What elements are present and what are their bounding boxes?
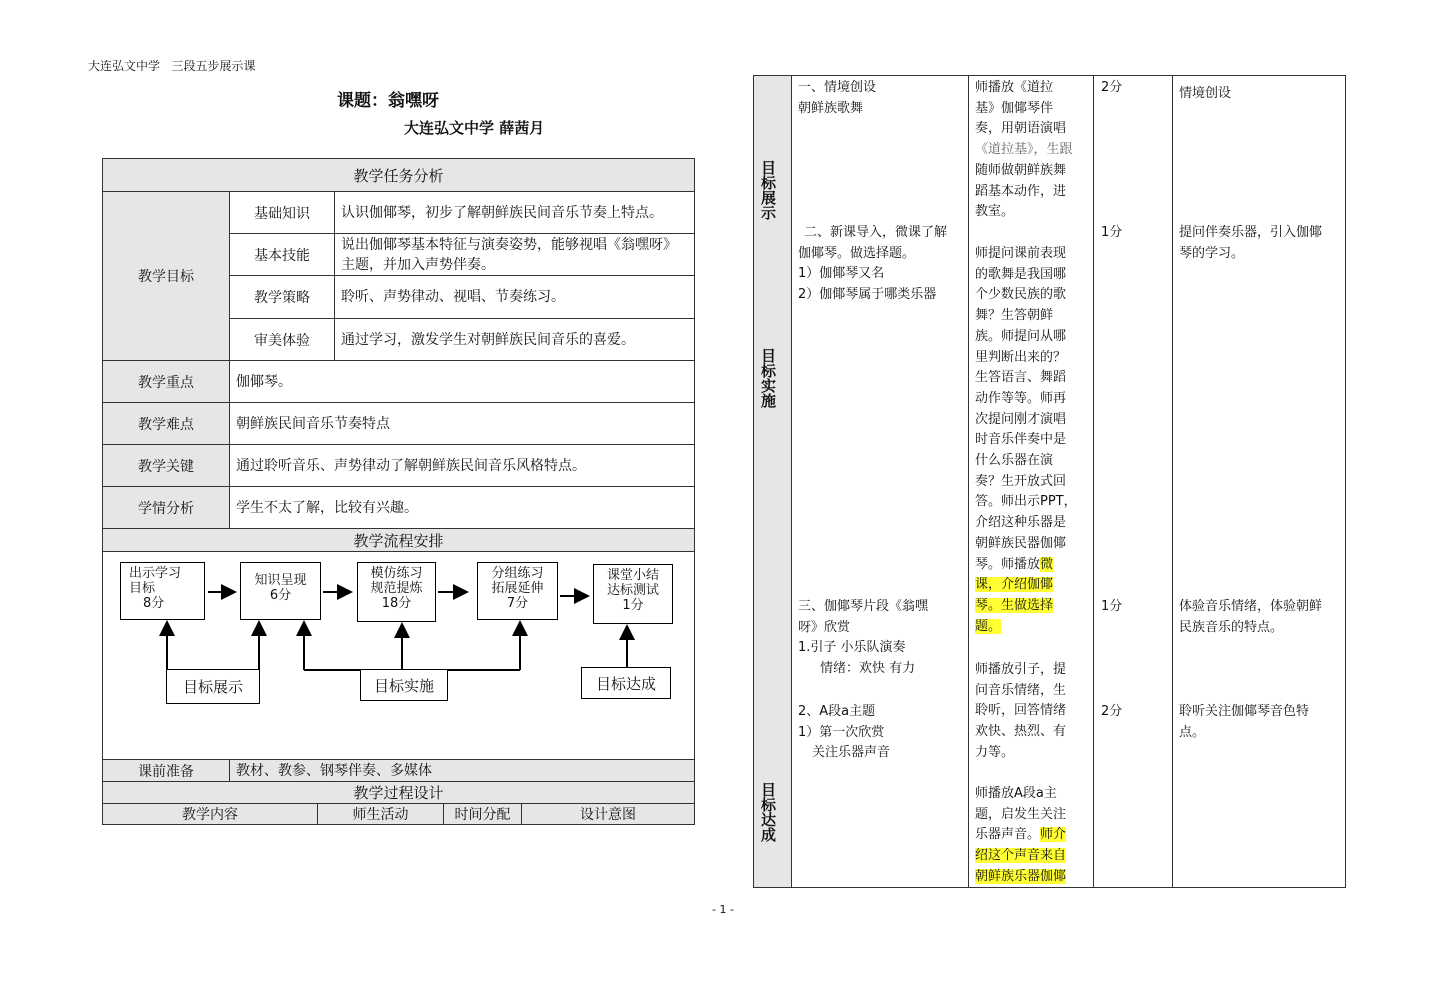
stage-show: 目标展示 (759, 160, 777, 220)
flow-target-achieve: 目标达成 (581, 667, 671, 699)
col-time: 时间分配 (443, 803, 522, 825)
goal-aesthetic-text: 通过学习，激发学生对朝鲜族民间音乐的喜爱。 (334, 318, 695, 361)
stage-implement: 目标实施 (759, 348, 777, 408)
difficulty-text: 朝鲜族民间音乐节奏特点 (229, 402, 695, 445)
student-analysis-label: 学情分析 (102, 486, 230, 529)
col-intent: 设计意图 (521, 803, 695, 825)
difficulty-label: 教学难点 (102, 402, 230, 445)
content-section-2: 二、新课导入，微课了解 伽倻琴。做选择题。 1）伽倻琴又名 2）伽倻琴属于哪类乐器 (798, 225, 948, 303)
intent-1: 情境创设 (1179, 86, 1232, 101)
goal-strategy-label: 教学策略 (229, 275, 335, 319)
author: 大连弘文中学 薛茜月 (404, 119, 545, 137)
col-divider-2 (1093, 76, 1094, 887)
key-point-label: 教学重点 (102, 360, 230, 403)
goal-basic-skill-text: 说出伽倻琴基本特征与演奏姿势，能够视唱《翁嘿呀》主题，并加入声势伴奏。 (334, 233, 695, 276)
lesson-plan-table (102, 158, 695, 825)
school-header: 大连弘文中学 三段五步展示课 (88, 59, 256, 73)
page-number: - 1 - (712, 903, 734, 916)
intent-3: 体验音乐情绪，体验朝鲜 民族音乐的特点。 (1179, 599, 1323, 635)
activity-section-4: 师播放A段a主 题，启发生关注 乐器声音。师介 绍这个声音来自 朝鲜族乐器伽倻 (975, 786, 1067, 884)
goal-strategy-text: 聆听、声势律动、视唱、节奏练习。 (334, 275, 695, 319)
flow-box-summary: 课堂小结 达标测试 1分 (593, 564, 673, 624)
intent-4: 聆听关注伽倻琴音色特 点。 (1179, 704, 1310, 740)
time-1: 2分 (1101, 80, 1123, 95)
key-method-label: 教学关键 (102, 444, 230, 487)
process-title: 教学过程设计 (102, 781, 695, 804)
prep-label: 课前准备 (102, 759, 230, 782)
goal-basic-skill-label: 基本技能 (229, 233, 335, 276)
content-section-3: 三、伽倻琴片段《翁嘿 呀》欣赏 1.引子 小乐队演奏 情绪：欢快 有力 (798, 599, 929, 677)
goal-label: 教学目标 (102, 191, 230, 361)
flow-box-group-practice: 分组练习 拓展延伸 7分 (477, 562, 558, 620)
flow-target-implement: 目标实施 (360, 669, 448, 701)
student-analysis-text: 学生不太了解，比较有兴趣。 (229, 486, 695, 529)
goal-basic-knowledge-text: 认识伽倻琴，初步了解朝鲜族民间音乐节奏上特点。 (334, 191, 695, 234)
content-section-4: 2、A段a主题 1）第一次欣赏 关注乐器声音 (798, 704, 891, 761)
flow-title: 教学流程安排 (102, 528, 695, 552)
activity-column: 师播放《道拉 基》伽倻琴伴 奏，用朝语演唱 《道拉基》，生跟 随师做朝鲜族舞 蹈基本动作，进 教室。 (975, 80, 1073, 220)
col-divider-3 (1172, 76, 1173, 887)
col-activity: 师生活动 (317, 803, 444, 825)
content-column: 一、情境创设 朝鲜族歌舞 (798, 80, 877, 116)
flow-box-imitation: 模仿练习 规范提炼 18分 (357, 562, 436, 622)
key-point-text: 伽倻琴。 (229, 360, 695, 403)
flow-box-knowledge: 知识呈现 6分 (240, 562, 321, 620)
activity-section-3: 师播放引子，提 问音乐情绪，生 聆听，回答情绪 欢快、热烈、有 力等。 (975, 662, 1067, 760)
task-analysis-title: 教学任务分析 (102, 158, 695, 192)
goal-basic-knowledge-label: 基础知识 (229, 191, 335, 234)
goal-aesthetic-label: 审美体验 (229, 318, 335, 361)
key-method-text: 通过聆听音乐、声势律动了解朝鲜族民间音乐风格特点。 (229, 444, 695, 487)
time-4: 2分 (1101, 704, 1123, 719)
flow-target-show: 目标展示 (166, 669, 260, 704)
process-table (753, 75, 1346, 888)
time-3: 1分 (1101, 599, 1123, 614)
intent-2: 提问伴奏乐器，引入伽倻 琴的学习。 (1179, 225, 1323, 261)
activity-section-2: 师提问课前表现 的歌舞是我国哪 个少数民族的歌 舞？生答朝鲜 族。师提问从哪 里判断出来的？ 生答语言、舞蹈 动作等等。师再 次提问刚才演唱 时音乐伴奏中是 什么乐器在演 奏？生开放式回 答。师出示PPT， 介绍这种乐器是 朝鲜族民器伽倻 琴。师播放微 课，介绍伽倻 琴。生做选择 题。 (975, 246, 1077, 634)
prep-text: 教材、教参、钢琴伴奏、多媒体 (229, 759, 695, 782)
col-content: 教学内容 (102, 803, 318, 825)
flow-area (102, 551, 695, 760)
time-2: 1分 (1101, 225, 1123, 240)
stage-achieve: 目标达成 (759, 782, 777, 842)
flow-box-show-goals: 出示学习 目标 8分 (120, 562, 205, 620)
lesson-title: 课题：翁嘿呀 (337, 91, 439, 111)
col-divider-1 (968, 76, 969, 887)
